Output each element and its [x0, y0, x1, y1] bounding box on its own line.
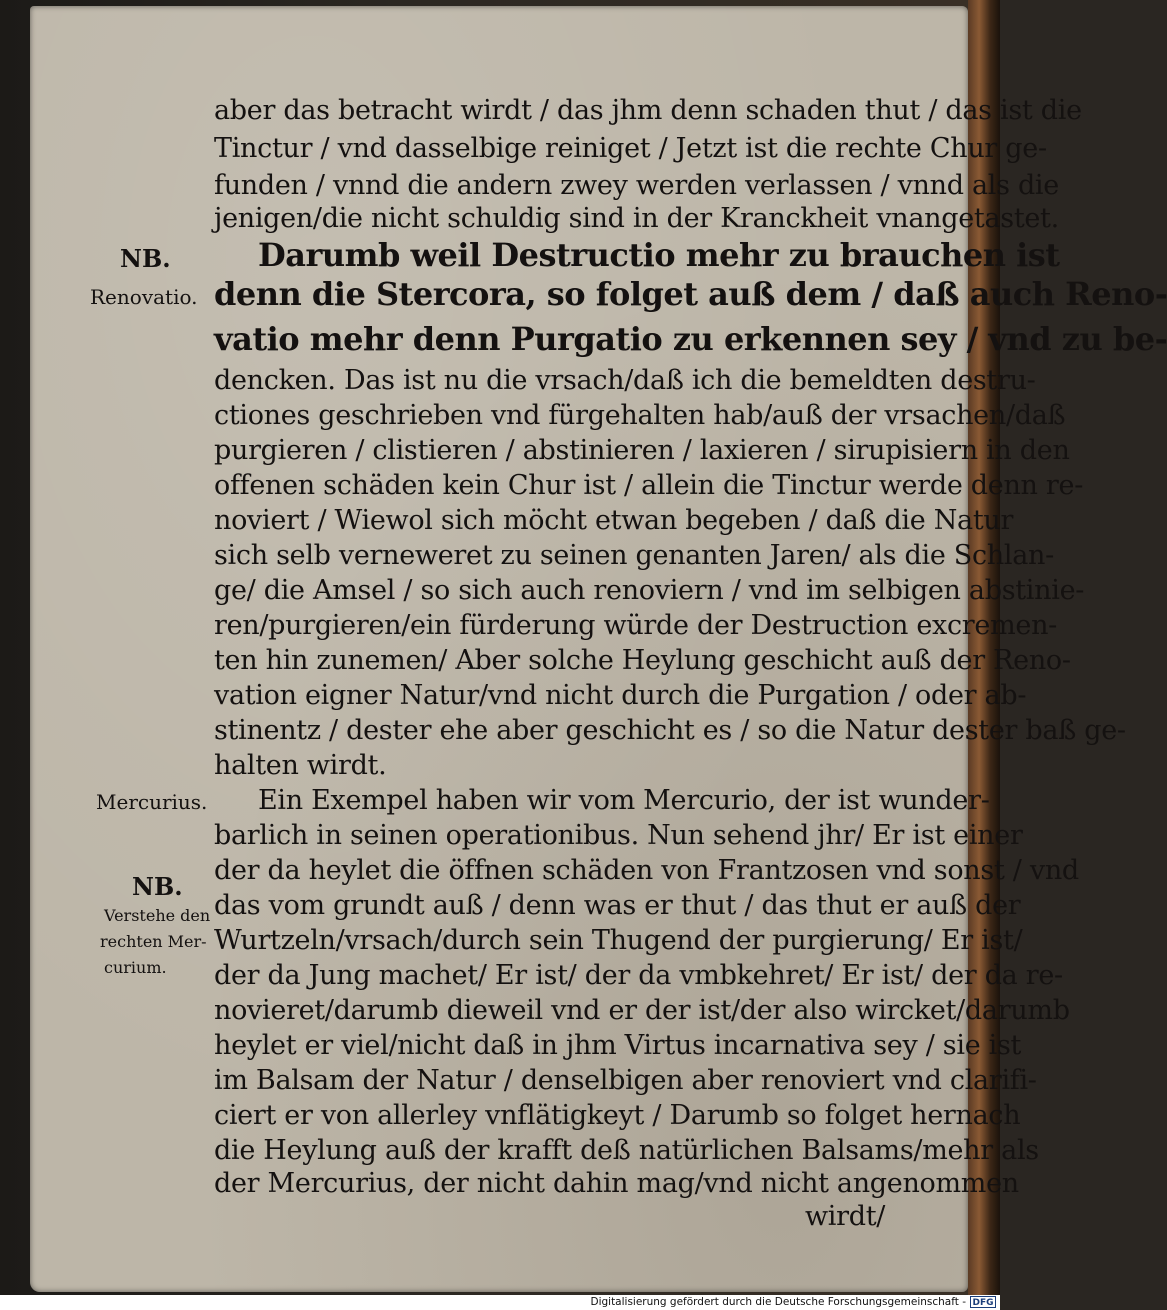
text-line: noviert / Wiewol sich möcht etwan begeben / daß die Natur: [214, 505, 1014, 536]
margin-note-nb: NB.: [120, 244, 171, 273]
text-line: funden / vnnd die andern zwey werden verlassen / vnnd als die: [214, 170, 1059, 201]
text-line: stinentz / dester ehe aber geschicht es / so die Natur dester baß ge-: [214, 715, 1126, 746]
text-line: der da Jung machet/ Er ist/ der da vmbkehret/ Er ist/ der da re-: [214, 960, 1063, 991]
text-line: denn die Stercora, so folget auß dem / daß auch Reno-: [214, 275, 1167, 313]
text-line: das vom grundt auß / denn was er thut / das thut er auß der: [214, 890, 1021, 921]
dfg-logo-icon: DFG: [970, 1296, 996, 1308]
funding-text: Digitalisierung gefördert durch die Deutsche Forschungsgemeinschaft -: [590, 1296, 966, 1308]
text-line: ren/purgieren/ein fürderung würde der Destruction excremen-: [214, 610, 1057, 641]
funding-footer: [0, 1295, 1000, 1310]
margin-note-nb: NB.: [132, 872, 183, 901]
text-line: der da heylet die öffnen schäden von Frantzosen vnd sonst / vnd: [214, 855, 1079, 886]
margin-note-verstehe: curium.: [104, 958, 167, 977]
text-line: der Mercurius, der nicht dahin mag/vnd nicht angenommen: [214, 1168, 1019, 1199]
margin-note-verstehe: rechten Mer-: [100, 932, 207, 951]
text-line: jenigen/die nicht schuldig sind in der Kranckheit vnangetastet.: [214, 203, 1059, 234]
margin-note-verstehe: Verstehe den: [104, 906, 211, 925]
text-line: vatio mehr denn Purgatio zu erkennen sey / vnd zu be-: [214, 320, 1167, 358]
text-line: dencken. Das ist nu die vrsach/daß ich die bemeldten destru-: [214, 365, 1036, 396]
text-line: ctiones geschrieben vnd fürgehalten hab/auß der vrsachen/daß: [214, 400, 1066, 431]
text-line: Wurtzeln/vrsach/durch sein Thugend der purgierung/ Er ist/: [214, 925, 1023, 956]
text-line: ciert er von allerley vnflätigkeyt / Darumb so folget hernach: [214, 1100, 1021, 1131]
text-line: im Balsam der Natur / denselbigen aber renoviert vnd clarifi-: [214, 1065, 1037, 1096]
text-line: heylet er viel/nicht daß in jhm Virtus incarnativa sey / sie ist: [214, 1030, 1022, 1061]
text-line: vation eigner Natur/vnd nicht durch die Purgation / oder ab-: [214, 680, 1027, 711]
margin-note-renovatio: Renovatio.: [90, 285, 198, 309]
text-line: Darumb weil Destructio mehr zu brauchen ist: [258, 236, 1060, 274]
text-line: purgieren / clistieren / abstinieren / laxieren / sirupisiern in den: [214, 435, 1070, 466]
text-line: halten wirdt.: [214, 750, 387, 781]
catchword: wirdt/: [805, 1201, 886, 1232]
margin-note-mercurius: Mercurius.: [96, 790, 208, 814]
text-line: sich selb verneweret zu seinen genanten Jaren/ als die Schlan-: [214, 540, 1054, 571]
text-line: novieret/darumb dieweil vnd er der ist/der also wircket/darumb: [214, 995, 1070, 1026]
text-line: ge/ die Amsel / so sich auch renoviern / vnd im selbigen abstinie-: [214, 575, 1085, 606]
text-line: aber das betracht wirdt / das jhm denn schaden thut / das ist die: [214, 95, 1082, 126]
text-line: barlich in seinen operationibus. Nun sehend jhr/ Er ist einer: [214, 820, 1023, 851]
text-line: ten hin zunemen/ Aber solche Heylung geschicht auß der Reno-: [214, 645, 1071, 676]
text-line: offenen schäden kein Chur ist / allein die Tinctur werde denn re-: [214, 470, 1084, 501]
text-line: die Heylung auß der krafft deß natürlichen Balsams/mehr als: [214, 1135, 1039, 1166]
text-line: Tinctur / vnd dasselbige reiniget / Jetzt ist die rechte Chur ge-: [214, 133, 1047, 164]
text-line: Ein Exempel haben wir vom Mercurio, der ist wunder-: [258, 785, 990, 816]
